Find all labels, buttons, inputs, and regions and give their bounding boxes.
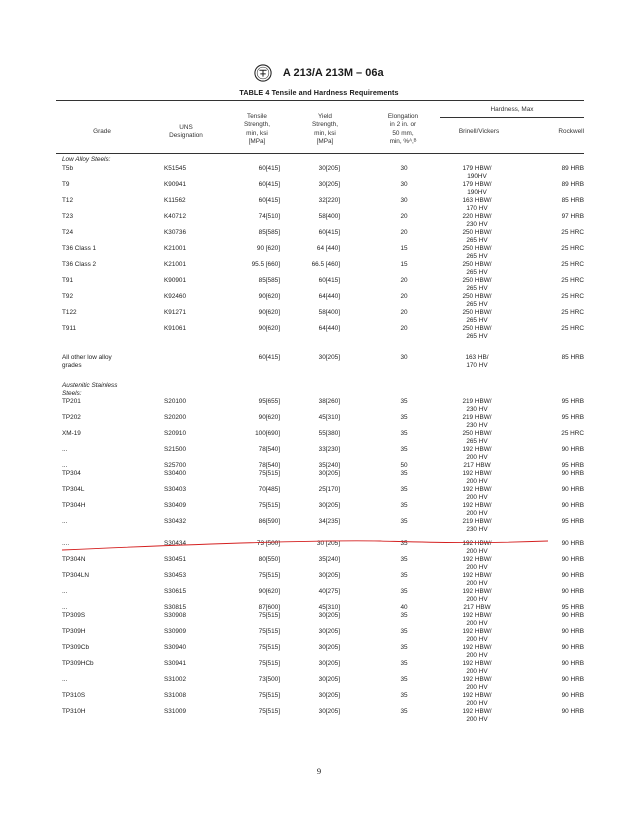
yield-cell: 45[310]	[318, 414, 340, 421]
elongation-cell: 50	[400, 462, 408, 469]
rockwell-cell: 85 HRB	[561, 354, 584, 361]
uns-cell: S20910	[164, 430, 187, 437]
uns-cell: S31009	[164, 708, 187, 715]
rockwell-cell: 90 HRB	[561, 446, 584, 453]
elongation-cell: 35	[400, 398, 408, 405]
elongation-cell: 35	[400, 446, 408, 453]
uns-cell: S30909	[164, 628, 187, 635]
tensile-cell: 74[510]	[258, 213, 280, 220]
document-title: A 213/A 213M – 06a	[282, 67, 384, 79]
brinell-vickers-cell: 192 HBW/ 200 HV	[462, 708, 492, 724]
elongation-cell: 35	[400, 518, 408, 525]
grade-cell: T9	[62, 181, 70, 188]
elongation-cell: 35	[400, 470, 408, 477]
header-elongation: Elongation in 2 in. or 50 mm, min, %ᴬ,ᴮ	[387, 113, 419, 146]
yield-cell: 35[240]	[318, 556, 340, 563]
brinell-vickers-cell: 163 HB/ 170 HV	[465, 354, 489, 370]
grade-cell: T5b	[62, 165, 74, 172]
elongation-cell: 20	[400, 325, 408, 332]
page-number: 9	[316, 766, 322, 776]
rockwell-cell: 25 HRC	[561, 261, 584, 268]
uns-cell: S30940	[164, 644, 187, 651]
rockwell-cell: 90 HRB	[561, 588, 584, 595]
tensile-cell: 75[515]	[258, 692, 280, 699]
elongation-cell: 35	[400, 502, 408, 509]
tensile-cell: 90[620]	[258, 325, 280, 332]
uns-cell: K91271	[164, 309, 187, 316]
tensile-cell: 90[620]	[258, 293, 280, 300]
tensile-cell: 86[590]	[258, 518, 280, 525]
elongation-cell: 30	[400, 354, 408, 361]
rockwell-cell: 90 HRB	[561, 628, 584, 635]
yield-cell: 30[205]	[318, 660, 340, 667]
tensile-cell: 73[500]	[258, 676, 280, 683]
grade-cell: T23	[62, 213, 74, 220]
uns-cell: K21001	[164, 245, 187, 252]
elongation-cell: 30	[400, 181, 408, 188]
uns-cell: K92460	[164, 293, 187, 300]
uns-cell: S21500	[164, 446, 187, 453]
elongation-cell: 35	[400, 628, 408, 635]
yield-cell: 30[205]	[318, 628, 340, 635]
uns-cell: K51545	[164, 165, 187, 172]
yield-cell: 58[400]	[318, 309, 340, 316]
grade-cell: ...	[62, 676, 68, 683]
yield-cell: 30[205]	[318, 470, 340, 477]
header-uns: UNS Designation	[169, 124, 203, 140]
rockwell-cell: 90 HRB	[561, 612, 584, 619]
tensile-cell: 60[415]	[258, 181, 280, 188]
brinell-vickers-cell: 250 HBW/ 265 HV	[462, 293, 492, 309]
grade-cell: ...	[62, 518, 68, 525]
yield-cell: 30[205]	[318, 612, 340, 619]
rockwell-cell: 90 HRB	[561, 692, 584, 699]
tensile-cell: 70[485]	[258, 486, 280, 493]
tensile-cell: 75[515]	[258, 502, 280, 509]
yield-cell: 30[205]	[318, 676, 340, 683]
uns-cell: K90941	[164, 181, 187, 188]
rockwell-cell: 90 HRB	[561, 486, 584, 493]
brinell-vickers-cell: 192 HBW/ 200 HV	[462, 588, 492, 604]
brinell-vickers-cell: 192 HBW/ 200 HV	[462, 540, 492, 556]
table-top-rule	[56, 100, 584, 101]
yield-cell: 58[400]	[318, 213, 340, 220]
rockwell-cell: 25 HRC	[561, 245, 584, 252]
brinell-vickers-cell: 217 HBW	[463, 462, 491, 469]
elongation-cell: 35	[400, 486, 408, 493]
yield-cell: 64 [440]	[316, 245, 340, 252]
rockwell-cell: 25 HRC	[561, 309, 584, 316]
uns-cell: K11562	[164, 197, 186, 204]
rockwell-cell: 90 HRB	[561, 470, 584, 477]
uns-cell: S31008	[164, 692, 187, 699]
brinell-vickers-cell: 250 HBW/ 265 HV	[462, 229, 492, 245]
tensile-cell: 78[540]	[258, 446, 280, 453]
grade-cell: TP304N	[62, 556, 86, 563]
brinell-vickers-cell: 250 HBW/ 265 HV	[462, 245, 492, 261]
grade-cell: TP201	[62, 398, 81, 405]
uns-cell: K21001	[164, 261, 187, 268]
yield-cell: 35[240]	[318, 462, 340, 469]
header-rockwell: Rockwell	[558, 128, 584, 135]
yield-cell: 30[205]	[318, 692, 340, 699]
uns-cell: K40712	[164, 213, 187, 220]
brinell-vickers-cell: 192 HBW/ 200 HV	[462, 644, 492, 660]
grade-cell: TP304	[62, 470, 81, 477]
elongation-cell: 35	[400, 708, 408, 715]
elongation-cell: 30	[400, 197, 408, 204]
rockwell-cell: 25 HRC	[561, 325, 584, 332]
elongation-cell: 35	[400, 540, 408, 547]
grade-cell: TP304LN	[62, 572, 89, 579]
elongation-cell: 35	[400, 612, 408, 619]
uns-cell: S30941	[164, 660, 187, 667]
brinell-vickers-cell: 219 HBW/ 230 HV	[462, 398, 492, 414]
yield-cell: 30 [205]	[316, 540, 340, 547]
header-tensile: Tensile Strength, min, ksi [MPa]	[244, 113, 270, 146]
yield-cell: 30[205]	[318, 165, 340, 172]
brinell-vickers-cell: 163 HBW/ 170 HV	[462, 197, 492, 213]
elongation-cell: 15	[400, 245, 408, 252]
grade-cell: TP304L	[62, 486, 85, 493]
document-header	[0, 64, 638, 82]
uns-cell: S30615	[164, 588, 187, 595]
grade-cell: TP309H	[62, 628, 86, 635]
brinell-vickers-cell: 192 HBW/ 200 HV	[462, 556, 492, 572]
rockwell-cell: 90 HRB	[561, 540, 584, 547]
yield-cell: 33[230]	[318, 446, 340, 453]
tensile-cell: 60[415]	[258, 197, 280, 204]
uns-cell: S30409	[164, 502, 187, 509]
elongation-cell: 20	[400, 213, 408, 220]
tensile-cell: 60[415]	[258, 165, 280, 172]
header-yield: Yield Strength, min, ksi [MPa]	[312, 113, 338, 146]
yield-cell: 30[205]	[318, 708, 340, 715]
elongation-cell: 20	[400, 277, 408, 284]
yield-cell: 30[205]	[318, 354, 340, 361]
tensile-cell: 75[515]	[258, 470, 280, 477]
elongation-cell: 40	[400, 604, 408, 611]
brinell-vickers-cell: 192 HBW/ 200 HV	[462, 612, 492, 628]
rockwell-cell: 85 HRB	[561, 197, 584, 204]
uns-cell: K90901	[164, 277, 187, 284]
brinell-vickers-cell: 179 HBW/ 190HV	[462, 165, 492, 181]
yield-cell: 64[440]	[318, 293, 340, 300]
yield-cell: 60[415]	[318, 277, 340, 284]
tensile-cell: 95.5 [660]	[251, 261, 280, 268]
brinell-vickers-cell: 192 HBW/ 200 HV	[462, 628, 492, 644]
brinell-vickers-cell: 250 HBW/ 265 HV	[462, 309, 492, 325]
rockwell-cell: 95 HRB	[561, 462, 584, 469]
tensile-cell: 90 [620]	[256, 245, 280, 252]
grade-cell: T92	[62, 293, 74, 300]
grade-cell: ....	[62, 540, 70, 547]
brinell-vickers-cell: 192 HBW/ 200 HV	[462, 676, 492, 692]
uns-cell: S30400	[164, 470, 187, 477]
uns-cell: S20100	[164, 398, 187, 405]
grade-cell: TP309S	[62, 612, 86, 619]
grade-cell: XM-19	[62, 430, 81, 437]
elongation-cell: 35	[400, 692, 408, 699]
rockwell-cell: 90 HRB	[561, 644, 584, 651]
yield-cell: 66.5 [460]	[311, 261, 340, 268]
grade-cell: ...	[62, 446, 68, 453]
grade-cell: All other low alloy grades	[62, 354, 112, 370]
uns-cell: S30403	[164, 486, 187, 493]
tensile-cell: 75[515]	[258, 612, 280, 619]
uns-cell: S30434	[164, 540, 187, 547]
section-austenitic: Austenitic Stainless Steels:	[62, 382, 118, 398]
elongation-cell: 30	[400, 165, 408, 172]
grade-cell: TP310H	[62, 708, 86, 715]
rockwell-cell: 90 HRB	[561, 708, 584, 715]
rockwell-cell: 95 HRB	[561, 604, 584, 611]
yield-cell: 30[205]	[318, 181, 340, 188]
yield-cell: 64[440]	[318, 325, 340, 332]
grade-cell: TP202	[62, 414, 81, 421]
uns-cell: S30815	[164, 604, 187, 611]
uns-cell: S30453	[164, 572, 187, 579]
header-grade: Grade	[93, 128, 111, 135]
brinell-vickers-cell: 192 HBW/ 200 HV	[462, 470, 492, 486]
brinell-vickers-cell: 219 HBW/ 230 HV	[462, 518, 492, 534]
grade-cell: T91	[62, 277, 74, 284]
tensile-cell: 75[515]	[258, 628, 280, 635]
elongation-cell: 20	[400, 309, 408, 316]
tensile-cell: 95[655]	[258, 398, 280, 405]
rockwell-cell: 25 HRC	[561, 229, 584, 236]
uns-cell: S20200	[164, 414, 187, 421]
yield-cell: 25[170]	[318, 486, 340, 493]
grade-cell: T911	[62, 325, 77, 332]
brinell-vickers-cell: 179 HBW/ 190HV	[462, 181, 492, 197]
uns-cell: S30432	[164, 518, 187, 525]
brinell-vickers-cell: 250 HBW/ 265 HV	[462, 430, 492, 446]
tensile-cell: 85[585]	[258, 277, 280, 284]
uns-cell: S31002	[164, 676, 187, 683]
elongation-cell: 35	[400, 644, 408, 651]
grade-cell: T36 Class 1	[62, 245, 97, 252]
rockwell-cell: 90 HRB	[561, 502, 584, 509]
grade-cell: T122	[62, 309, 77, 316]
elongation-cell: 35	[400, 430, 408, 437]
grade-cell: ...	[62, 604, 68, 611]
rockwell-cell: 25 HRC	[561, 277, 584, 284]
grade-cell: ...	[62, 588, 68, 595]
elongation-cell: 15	[400, 261, 408, 268]
rockwell-cell: 90 HRB	[561, 660, 584, 667]
rockwell-cell: 89 HRB	[561, 165, 584, 172]
tensile-cell: 87[600]	[258, 604, 280, 611]
tensile-cell: 90[620]	[258, 588, 280, 595]
yield-cell: 30[205]	[318, 644, 340, 651]
rockwell-cell: 97 HRB	[561, 213, 584, 220]
grade-cell: TP310S	[62, 692, 86, 699]
uns-cell: K30736	[164, 229, 187, 236]
brinell-vickers-cell: 250 HBW/ 265 HV	[462, 325, 492, 341]
tensile-cell: 78[540]	[258, 462, 280, 469]
tensile-cell: 90[620]	[258, 414, 280, 421]
tensile-cell: 73 [500]	[256, 540, 280, 547]
yield-cell: 38[260]	[318, 398, 340, 405]
grade-cell: T12	[62, 197, 74, 204]
grade-cell: TP309Cb	[62, 644, 89, 651]
yield-cell: 30[205]	[318, 572, 340, 579]
yield-cell: 60[415]	[318, 229, 340, 236]
brinell-vickers-cell: 192 HBW/ 200 HV	[462, 572, 492, 588]
brinell-vickers-cell: 220 HBW/ 230 HV	[462, 213, 492, 229]
uns-cell: S30451	[164, 556, 187, 563]
brinell-vickers-cell: 250 HBW/ 265 HV	[462, 261, 492, 277]
tensile-cell: 75[515]	[258, 644, 280, 651]
rockwell-cell: 90 HRB	[561, 572, 584, 579]
brinell-vickers-cell: 192 HBW/ 200 HV	[462, 692, 492, 708]
yield-cell: 45[310]	[318, 604, 340, 611]
grade-cell: ...	[62, 462, 68, 469]
rockwell-cell: 95 HRB	[561, 398, 584, 405]
table-header-rule	[56, 153, 584, 154]
rockwell-cell: 95 HRB	[561, 414, 584, 421]
rockwell-cell: 25 HRC	[561, 430, 584, 437]
rockwell-cell: 89 HRB	[561, 181, 584, 188]
grade-cell: TP304H	[62, 502, 86, 509]
rockwell-cell: 25 HRC	[561, 293, 584, 300]
tensile-cell: 90[620]	[258, 309, 280, 316]
uns-cell: S25700	[164, 462, 187, 469]
table-title: TABLE 4 Tensile and Hardness Requirements	[239, 88, 399, 97]
uns-cell: K91061	[164, 325, 187, 332]
grade-cell: T24	[62, 229, 74, 236]
elongation-cell: 35	[400, 588, 408, 595]
elongation-cell: 35	[400, 572, 408, 579]
header-brinell-vickers: Brinell/Vickers	[458, 128, 500, 135]
hardness-group-rule	[440, 117, 584, 118]
grade-cell: T36 Class 2	[62, 261, 97, 268]
tensile-cell: 80[550]	[258, 556, 280, 563]
brinell-vickers-cell: 217 HBW	[463, 604, 491, 611]
elongation-cell: 35	[400, 414, 408, 421]
brinell-vickers-cell: 192 HBW/ 200 HV	[462, 446, 492, 462]
section-low-alloy: Low Alloy Steels:	[62, 156, 111, 163]
yield-cell: 40[275]	[318, 588, 340, 595]
yield-cell: 30[205]	[318, 502, 340, 509]
tensile-cell: 75[515]	[258, 660, 280, 667]
rockwell-cell: 95 HRB	[561, 518, 584, 525]
brinell-vickers-cell: 192 HBW/ 200 HV	[462, 486, 492, 502]
yield-cell: 34[235]	[318, 518, 340, 525]
hardness-group-header: Hardness, Max	[490, 106, 534, 113]
elongation-cell: 20	[400, 229, 408, 236]
astm-logo-icon	[254, 64, 272, 82]
brinell-vickers-cell: 250 HBW/ 265 HV	[462, 277, 492, 293]
rockwell-cell: 90 HRB	[561, 676, 584, 683]
elongation-cell: 20	[400, 293, 408, 300]
yield-cell: 32[220]	[318, 197, 340, 204]
tensile-cell: 60[415]	[258, 354, 280, 361]
yield-cell: 55[380]	[318, 430, 340, 437]
tensile-cell: 75[515]	[258, 708, 280, 715]
brinell-vickers-cell: 192 HBW/ 200 HV	[462, 502, 492, 518]
brinell-vickers-cell: 192 HBW/ 200 HV	[462, 660, 492, 676]
elongation-cell: 35	[400, 556, 408, 563]
tensile-cell: 100[690]	[255, 430, 280, 437]
rockwell-cell: 90 HRB	[561, 556, 584, 563]
grade-cell: TP309HCb	[62, 660, 94, 667]
brinell-vickers-cell: 219 HBW/ 230 HV	[462, 414, 492, 430]
tensile-cell: 75[515]	[258, 572, 280, 579]
tensile-cell: 85[585]	[258, 229, 280, 236]
uns-cell: S30908	[164, 612, 187, 619]
elongation-cell: 35	[400, 676, 408, 683]
elongation-cell: 35	[400, 660, 408, 667]
